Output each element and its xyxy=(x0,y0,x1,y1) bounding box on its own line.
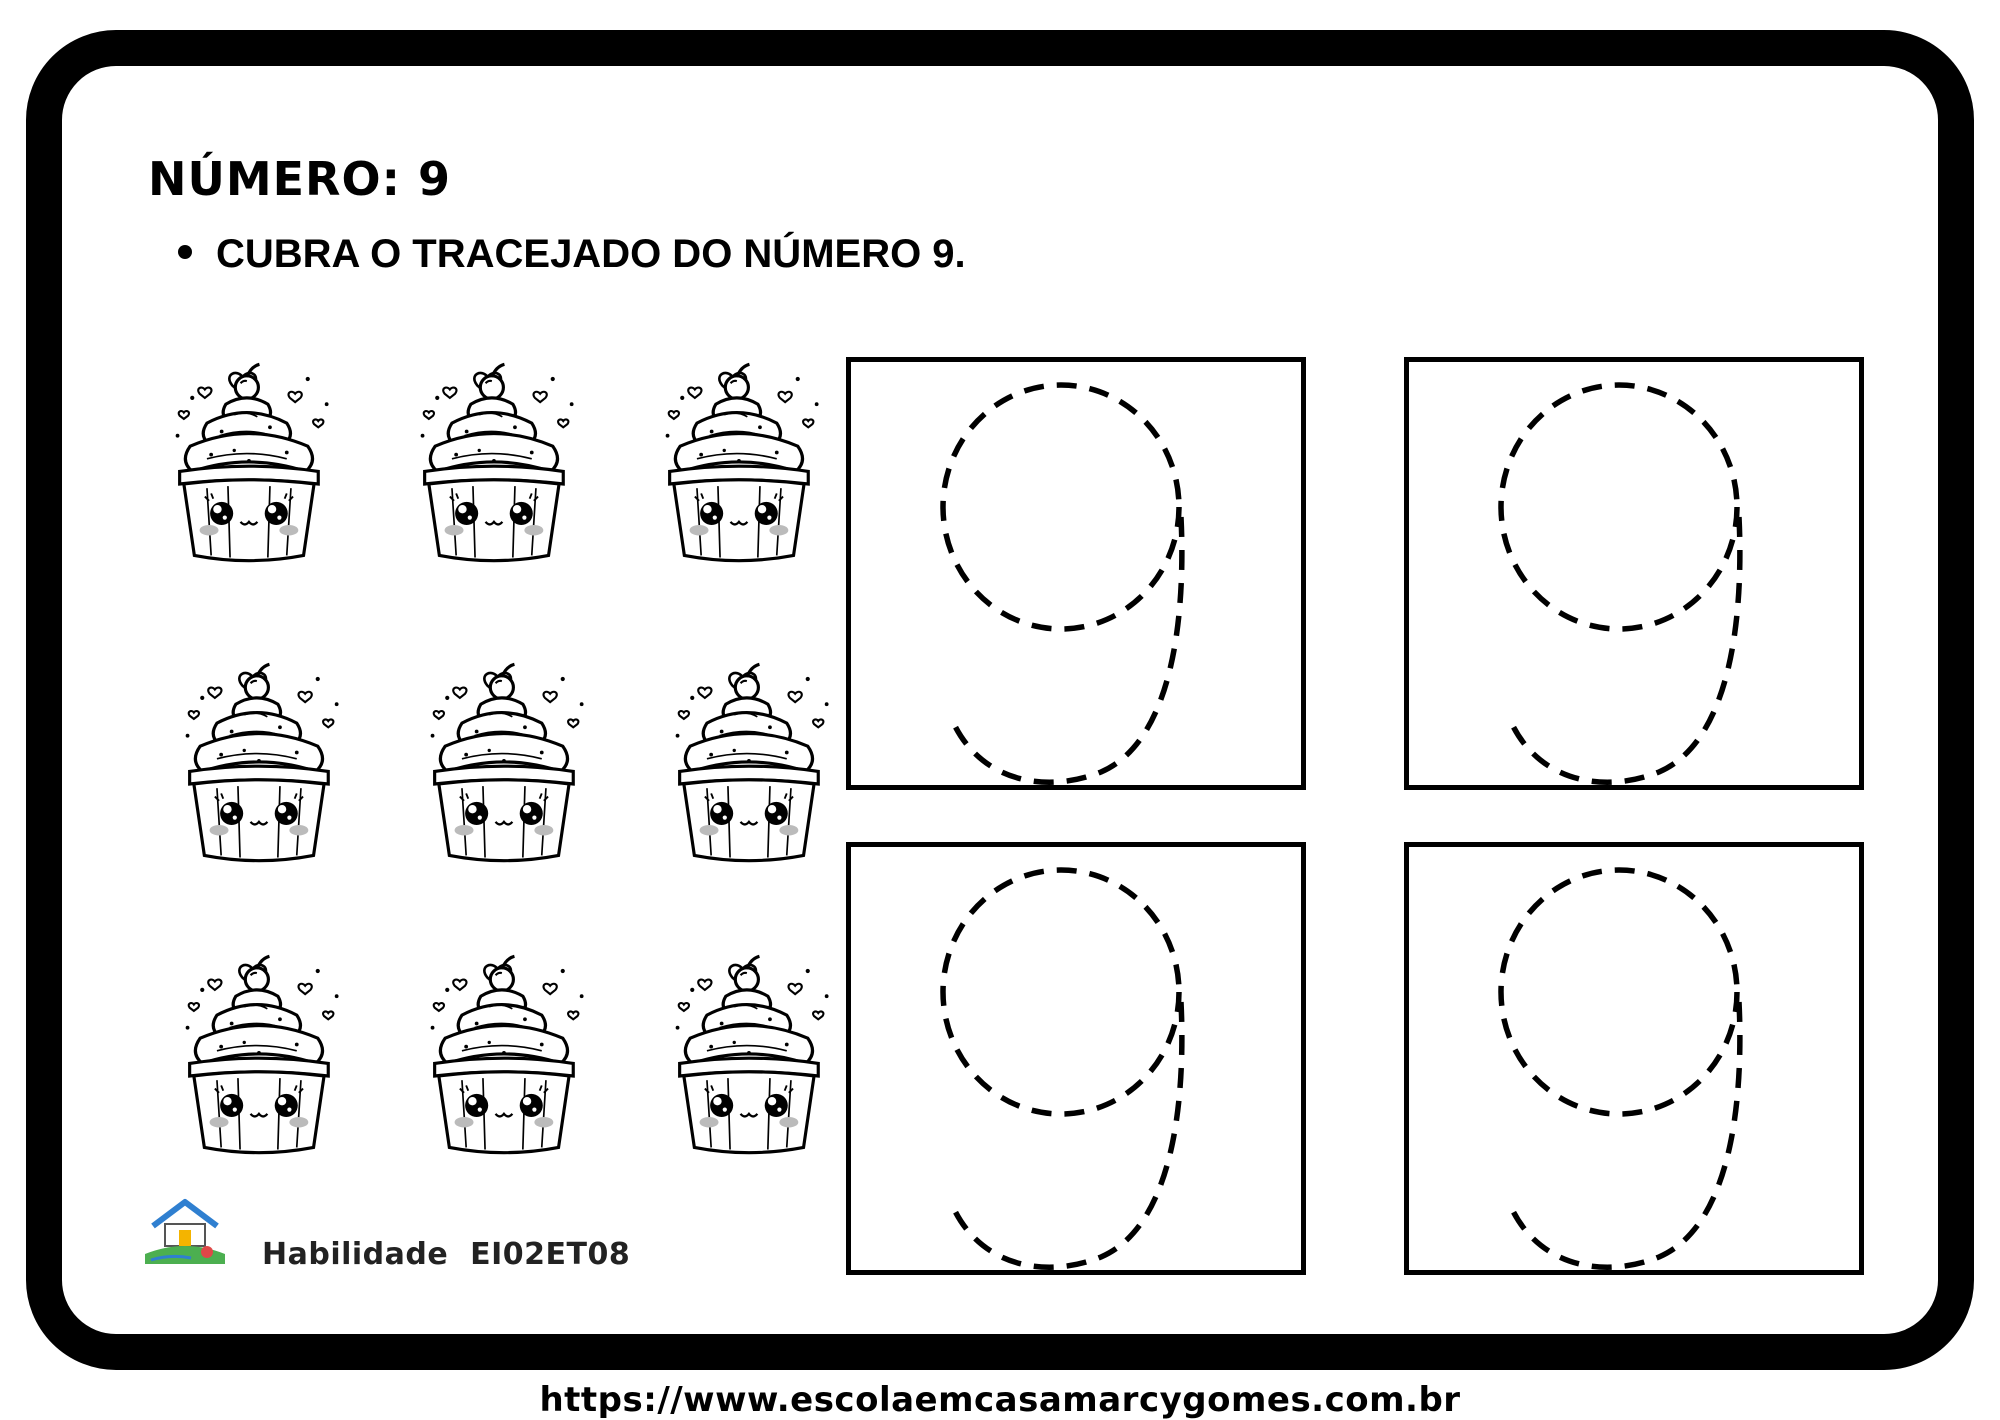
dashed-nine-guide xyxy=(851,847,1301,1270)
cupcake-grid xyxy=(150,358,840,1168)
cupcake-image xyxy=(170,658,350,868)
skill-code: Habilidade EI02ET08 xyxy=(262,1237,631,1272)
instruction-text: CUBRA O TRACEJADO DO NÚMERO 9. xyxy=(216,232,966,276)
page-title: NÚMERO: 9 xyxy=(148,152,451,206)
tracing-box[interactable] xyxy=(1404,357,1864,790)
bullet-icon xyxy=(178,245,192,259)
dashed-nine-guide xyxy=(851,362,1301,785)
tracing-box[interactable] xyxy=(1404,842,1864,1275)
tracing-box[interactable] xyxy=(846,842,1306,1275)
instruction-list xyxy=(178,232,966,277)
cupcake-image xyxy=(415,658,595,868)
school-logo-icon xyxy=(145,1196,225,1268)
cupcake-image xyxy=(660,658,840,868)
cupcake-image xyxy=(170,950,350,1160)
instruction-item xyxy=(178,232,966,277)
footer-url[interactable]: https://www.escolaemcasamarcygomes.com.br xyxy=(539,1380,1461,1420)
cupcake-image xyxy=(405,358,585,568)
dashed-nine-guide xyxy=(1409,847,1859,1270)
cupcake-image xyxy=(660,950,840,1160)
dashed-nine-guide xyxy=(1409,362,1859,785)
cupcake-image xyxy=(415,950,595,1160)
cupcake-image xyxy=(650,358,830,568)
tracing-box[interactable] xyxy=(846,357,1306,790)
cupcake-image xyxy=(160,358,340,568)
